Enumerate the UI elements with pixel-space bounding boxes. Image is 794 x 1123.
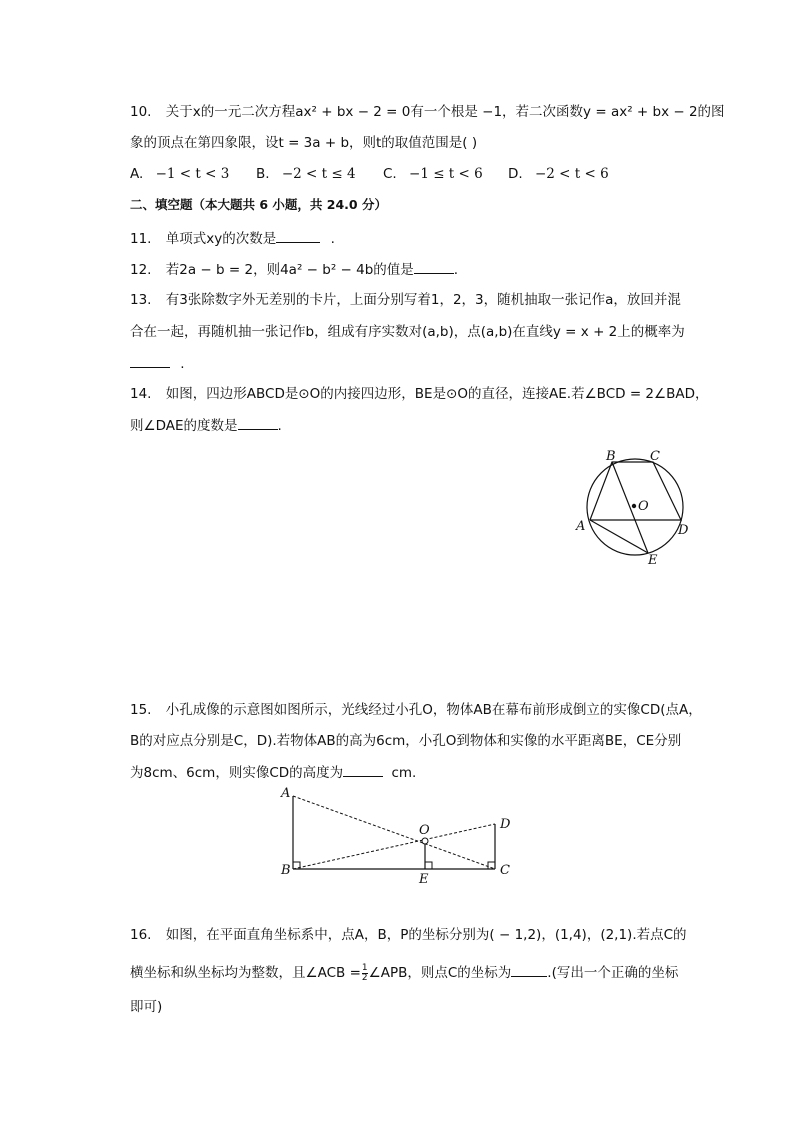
q10-option-b: B. −2 < t ≤ 4 <box>256 166 356 182</box>
q14-number: 14. <box>130 386 152 402</box>
label-o: O <box>638 499 649 514</box>
label-c: C <box>650 449 660 464</box>
q14-line1 <box>130 384 709 404</box>
q12-answer-blank[interactable] <box>414 259 454 274</box>
right-angle-e <box>425 862 432 869</box>
section-heading-fill-blank: 二、填空题（本大题共 6 小题，共 24.0 分） <box>130 197 387 212</box>
q13-stem-line1: 有3张除数字外无差别的卡片，上面分别写着1，2，3，随机抽取一张记作a，放回并混 <box>165 292 681 308</box>
q16-stem-line2b: ∠APB，则点C的坐标为 <box>368 965 512 981</box>
q12-number: 12. <box>130 262 152 278</box>
q13-line3: . <box>130 353 185 374</box>
label-d: D <box>500 817 511 832</box>
q15-pinhole-figure <box>276 784 526 889</box>
q16-stem-line2a: 横坐标和纵坐标均为整数，且∠ACB = <box>130 965 361 981</box>
q14-answer-blank[interactable] <box>238 415 278 430</box>
q15-answer-blank[interactable] <box>343 762 383 777</box>
label-o: O <box>419 823 430 838</box>
label-b: B <box>281 863 291 878</box>
q10-line1 <box>130 102 725 122</box>
q16-line2 <box>130 962 678 983</box>
segment-ae <box>590 520 648 553</box>
q15-line1 <box>130 700 702 720</box>
label-d: D <box>678 523 689 538</box>
label-e: E <box>648 553 658 568</box>
q14-stem-line2: 则∠DAE的度数是 <box>130 418 238 434</box>
q15-number: 15. <box>130 702 152 718</box>
label-c: C <box>500 863 510 878</box>
ray-ac <box>293 796 495 869</box>
q14-circle-figure <box>570 445 700 575</box>
q10-stem-line1: 关于x的一元二次方程ax² + bx − 2 = 0有一个根是 −1，若二次函数y = ax² + bx − 2的图 <box>165 104 725 120</box>
ray-bd <box>293 824 495 869</box>
q16-answer-blank[interactable] <box>511 962 547 977</box>
q15-stem-line3: 为8cm、6cm，则实像CD的高度为 <box>130 765 344 781</box>
q10-option-c: C. −1 ≤ t < 6 <box>383 166 483 182</box>
q10-stem-line2: 象的顶点在第四象限，设t = 3a + b，则t的取值范围是( ) <box>130 135 478 151</box>
q16-stem-line2c: .(写出一个正确的坐标 <box>547 965 679 981</box>
q13-line1 <box>130 290 681 310</box>
q11-answer-blank[interactable] <box>276 228 320 243</box>
center-point-o <box>632 504 636 508</box>
label-a: A <box>576 519 586 534</box>
label-e: E <box>419 872 429 887</box>
q13-answer-blank[interactable] <box>130 353 170 368</box>
q10-option-a: A. −1 < t < 3 <box>130 166 230 182</box>
q10-option-d: D. −2 < t < 6 <box>508 166 609 182</box>
pinhole-o <box>422 838 428 844</box>
q13-number: 13. <box>130 292 152 308</box>
q16-line1 <box>130 925 687 945</box>
q16-number: 16. <box>130 927 152 943</box>
label-b: B <box>606 449 616 464</box>
q11: 11. 单项式xy的次数是 . <box>130 228 335 249</box>
q10-number: 10. <box>130 104 152 120</box>
q16-stem-line1: 如图，在平面直角坐标系中，点A，B，P的坐标分别为( − 1,2)，(1,4)，(2,1).若点C的 <box>165 927 687 943</box>
q11-number: 11. <box>130 231 152 247</box>
q16-stem-line3: 即可) <box>130 999 163 1015</box>
q12: 12. 若2a − b = 2，则4a² − b² − 4b的值是 . <box>130 259 458 280</box>
q15-stem-line2: B的对应点分别是C，D).若物体AB的高为6cm，小孔O到物体和实像的水平距离BE，CE分别 <box>130 733 682 749</box>
q12-stem: 若2a − b = 2，则4a² − b² − 4b的值是 <box>165 262 414 278</box>
q14-stem-line1: 如图，四边形ABCD是⊙O的内接四边形，BE是⊙O的直径，连接AE.若∠BCD = 2∠BAD， <box>165 386 709 402</box>
q14-line2: 则∠DAE的度数是 . <box>130 415 282 436</box>
q15-line3: 为8cm、6cm，则实像CD的高度为 cm. <box>130 762 416 783</box>
label-a: A <box>281 786 291 801</box>
q11-stem: 单项式xy的次数是 <box>165 231 277 247</box>
q15-stem-line1: 小孔成像的示意图如图所示，光线经过小孔O，物体AB在幕布前形成倒立的实像CD(点A， <box>165 702 702 718</box>
q13-stem-line2: 合在一起，再随机抽一张记作b，组成有序实数对(a,b)，点(a,b)在直线y = x + 2上的概率为 <box>130 324 685 340</box>
fraction-one-half: $\frac{1}{2}$ <box>361 962 368 983</box>
